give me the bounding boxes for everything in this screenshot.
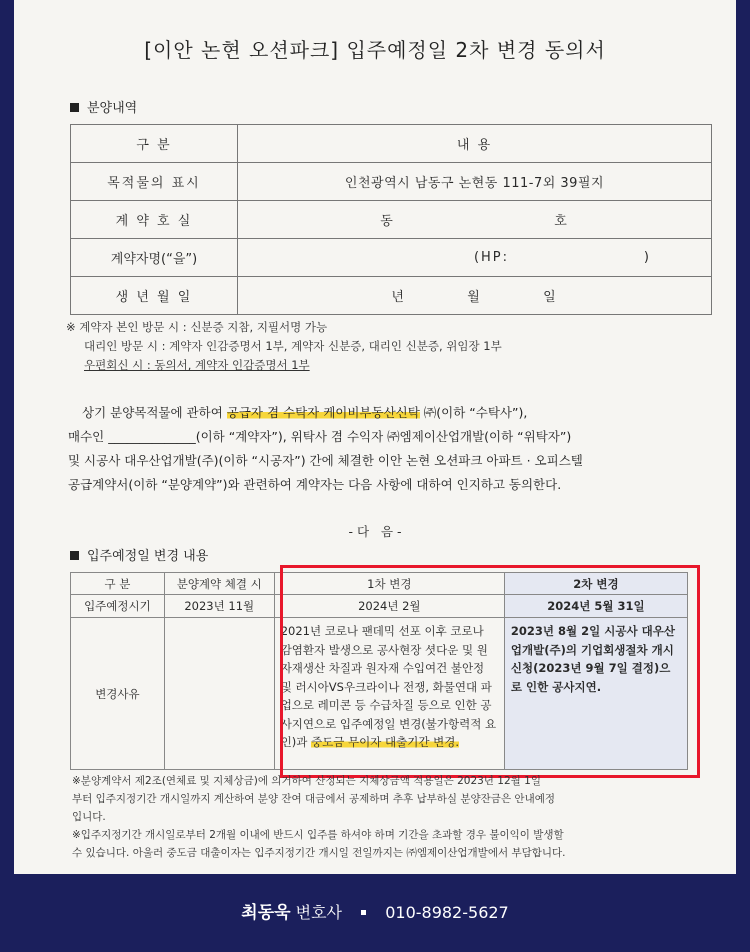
table-cell: 년 월 일 xyxy=(238,277,712,315)
note-line: 대리인 방문 시 : 계약자 인감증명서 1부, 계약자 신분증, 대리인 신분증, 위임장 1부 xyxy=(84,339,502,353)
footnote-line: 부터 입주지정기간 개시일까지 계산하여 분양 잔여 대금에서 공제하며 추후 납부하실 분양잔금은 안내예정 xyxy=(72,793,556,805)
table-cell: 변경사유 xyxy=(71,618,165,770)
table-row xyxy=(71,277,712,315)
lawyer-name: 최동욱 xyxy=(241,903,291,923)
table-cell: 2023년 11월 xyxy=(164,595,274,618)
sales-details-table xyxy=(70,124,712,315)
table-cell: (HP: ) xyxy=(238,239,712,277)
document-title: [이안 논현 오션파크] 입주예정일 2차 변경 동의서 xyxy=(144,38,606,62)
table-cell: 2024년 5월 31일 xyxy=(504,595,687,618)
table-cell: 인천광역시 남동구 논현동 111-7외 39필지 xyxy=(238,163,712,201)
red-emphasis-box xyxy=(280,565,700,778)
table-header-cell: 2차 변경 xyxy=(504,573,687,595)
lawyer-title: 변호사 xyxy=(295,903,343,922)
table-header-cell: 내 용 xyxy=(238,125,712,163)
da-eum-divider: - 다 음 - xyxy=(348,524,402,539)
footnote-line: ※분양계약서 제2조(연체료 및 지체상금)에 의거하여 산정되는 지체상금액 적용일은 2023년 12월 1일 xyxy=(72,775,541,787)
footnotes xyxy=(72,772,712,862)
table-header-cell: 구 분 xyxy=(71,573,165,595)
agreement-paragraph xyxy=(68,401,708,497)
square-bullet-icon xyxy=(70,551,79,560)
paragraph-line: 공급계약서(이하 “분양계약”)와 관련하여 계약자는 다음 사항에 대하여 인지하고 동의한다. xyxy=(68,477,562,492)
table-cell xyxy=(164,618,274,770)
table-cell: 동 호 xyxy=(238,201,712,239)
highlighted-text: 중도금 무이자 대출기간 변경. xyxy=(311,735,459,749)
reason-first-change: 2021년 코로나 팬데믹 선포 이후 코로나 감염환자 발생으로 공사현장 셧다운 및 원자재생산 차질과 원자재 수입여건 불안정 및 러시아VS우크라이나 전쟁, 화물연대 파업으로 레미콘 등 수급차질 등으로 인한 공사지연으로 입주예정일 변경(불가항력적 요인)과 중도금 무이자 대출기간 변경. xyxy=(274,618,504,770)
phone-number[interactable]: 010-8982-5627 xyxy=(385,903,509,922)
footnote-line: 수 있습니다. 아울러 중도금 대출이자는 입주지정기간 개시일 전일까지는 ㈜엠제이산업개발에서 부담합니다. xyxy=(72,847,566,859)
table-cell: 입주예정시기 xyxy=(71,595,165,618)
table-cell: 계약자명(“을”) xyxy=(71,239,238,277)
footnote-line: 입니다. xyxy=(72,811,106,823)
table-row xyxy=(71,239,712,277)
table-cell: 목적물의 표시 xyxy=(71,163,238,201)
paragraph-line: 매수인 ______________(이하 “계약자”), 위탁사 겸 수익자 ㈜엠제이산업개발(이하 “위탁자”) xyxy=(68,429,572,444)
paragraph-line: 상기 분양목적물에 관하여 공급자 겸 수탁자 케이비부동산신탁 ㈜(이하 “수탁사”), xyxy=(82,405,528,420)
table-cell: 생 년 월 일 xyxy=(71,277,238,315)
reason-second-change: 2023년 8월 2일 시공사 대우산업개발(주)의 기업회생절차 개시신청(2023년 9월 7일 결정)으로 인한 공사지연. xyxy=(504,618,687,770)
footer-bar xyxy=(0,874,750,952)
table-row xyxy=(71,163,712,201)
visit-notes xyxy=(66,318,502,375)
note-line: 우편회신 시 : 동의서, 계약자 인감증명서 1부 xyxy=(84,358,310,372)
square-bullet-icon xyxy=(70,103,79,112)
table-row xyxy=(71,201,712,239)
table-header-cell: 1차 변경 xyxy=(274,573,504,595)
section-heading-change: 입주예정일 변경 내용 xyxy=(70,545,208,564)
table-header-cell: 구 분 xyxy=(71,125,238,163)
bullet-separator-icon xyxy=(361,910,366,915)
table-cell: 2024년 2월 xyxy=(274,595,504,618)
highlighted-text: 공급자 겸 수탁자 케이비부동산신탁 xyxy=(226,405,420,420)
table-row xyxy=(71,125,712,163)
document-page xyxy=(14,0,736,874)
section-heading-sales: 분양내역 xyxy=(70,97,137,116)
footnote-line: ※입주지정기간 개시일로부터 2개월 이내에 반드시 입주를 하셔야 하며 기간을 초과할 경우 불이익이 발생할 xyxy=(72,829,564,841)
table-cell: 계 약 호 실 xyxy=(71,201,238,239)
paragraph-line: 및 시공사 대우산업개발(주)(이하 “시공자”) 간에 체결한 이안 논현 오션파크 아파트 · 오피스텔 xyxy=(68,453,583,468)
table-header-cell: 분양계약 체결 시 xyxy=(164,573,274,595)
note-line: ※ 계약자 본인 방문 시 : 신분증 지참, 지필서명 가능 xyxy=(66,320,328,334)
